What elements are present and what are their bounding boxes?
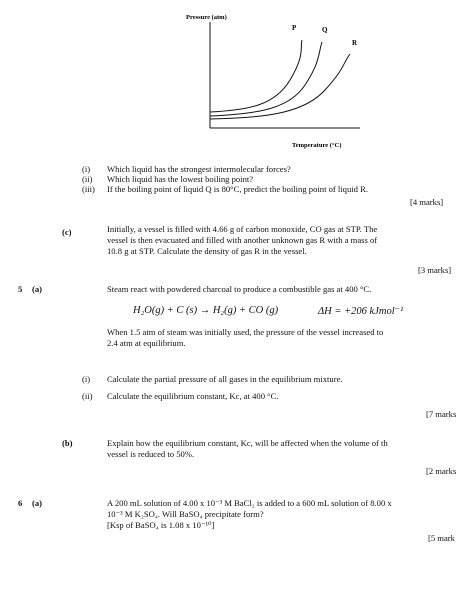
pressure-temperature-graph	[180, 10, 365, 150]
q5-number: 5	[18, 284, 23, 294]
q4b-marks: [4 marks]	[410, 197, 444, 207]
q5a-para-line: 2.4 atm at equilibrium.	[107, 338, 186, 348]
q6a-label: (a)	[32, 498, 43, 508]
curve-label-p: P	[292, 24, 297, 32]
q5a-enthalpy: ΔH = +206 kJmol⁻¹	[318, 306, 404, 317]
q4b-item-text: If the boiling point of liquid Q is 80°C, predict the boiling point of liquid R.	[107, 184, 368, 194]
q6a-line: 10⁻³ M K₂SO₄. Will BaSO₄ precipitate form?	[107, 509, 264, 519]
q5a-para-line: When 1.5 atm of steam was initially used, the pressure of the vessel increased to	[107, 327, 384, 337]
q6-number: 6	[18, 498, 23, 508]
curve-r	[210, 54, 350, 119]
q4b-item-text: Which liquid has the strongest intermolecular forces?	[107, 164, 291, 174]
q5a-intro: Steam react with powdered charcoal to produce a combustible gas at 400 °C.	[107, 284, 372, 294]
q5a-label: (a)	[32, 284, 43, 294]
q5a-item-num: (ii)	[82, 391, 93, 401]
q6a-line: A 200 mL solution of 4.00 x 10⁻³ M BaCl₂ is added to a 600 mL solution of 8.00 x	[107, 498, 392, 508]
q4b-item-text: Which liquid has the lowest boiling point?	[107, 174, 254, 184]
graph-y-label: Pressure (atm)	[186, 14, 227, 21]
graph-x-label: Temperature (°C)	[292, 142, 342, 149]
q5a-item-num: (i)	[82, 374, 91, 384]
q6a-marks: [5 mark	[428, 533, 455, 543]
q4b-item-num: (ii)	[82, 174, 93, 184]
q5a-marks: [7 marks	[426, 409, 457, 419]
q5a-equation: H₂O(g) + C (s) → H₂(g) + CO (g)	[133, 305, 279, 316]
curve-label-q: Q	[322, 26, 328, 34]
q4b-item-num: (iii)	[82, 184, 95, 194]
q5b-line: Explain how the equilibrium constant, Kc, will be affected when the volume of th	[107, 438, 388, 448]
curve-label-r: R	[352, 39, 358, 47]
q5b-line: vessel is reduced to 50%.	[107, 449, 195, 459]
q5b-marks: [2 marks	[426, 466, 457, 476]
q5a-item-text: Calculate the equilibrium constant, Kc, at 400 °C.	[107, 391, 279, 401]
q4c-line: Initially, a vessel is filled with 4.66 g of carbon monoxide, CO gas at STP. The	[107, 224, 378, 234]
q4b-item-num: (i)	[82, 164, 91, 174]
q5b-label: (b)	[62, 438, 73, 448]
q5a-item-text: Calculate the partial pressure of all gases in the equilibrium mixture.	[107, 374, 343, 384]
q4c-line: 10.8 g at STP. Calculate the density of gas R in the vessel.	[107, 246, 307, 256]
q4c-line: vessel is then evacuated and filled with another unknown gas R with a mass of	[107, 235, 378, 245]
q6a-line: [Ksp of BaSO₄ is 1.08 x 10⁻¹⁰]	[107, 520, 215, 530]
q4c-marks: [3 marks]	[418, 265, 452, 275]
q4c-label: (c)	[62, 227, 72, 237]
